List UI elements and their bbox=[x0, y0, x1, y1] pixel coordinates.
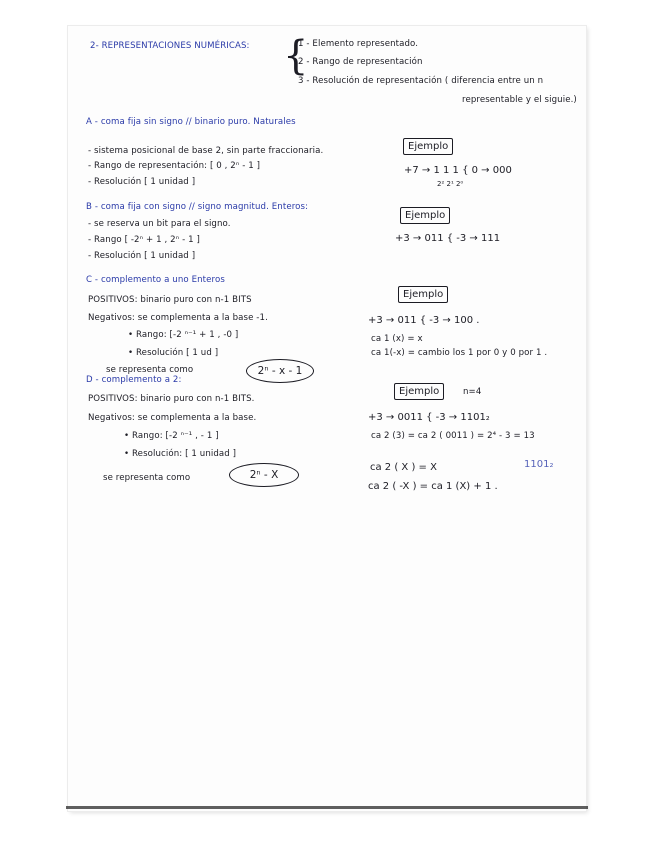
section-b-bullet-2: - Rango [ -2ⁿ + 1 , 2ⁿ - 1 ] bbox=[88, 235, 200, 245]
section-d-resolucion: • Resolución: [ 1 unidad ] bbox=[124, 449, 237, 459]
page-edge bbox=[66, 806, 588, 809]
section-d-example-2b: 1101₂ bbox=[524, 459, 554, 470]
section-c-formula-oval bbox=[246, 359, 314, 383]
section-c-example-3: ca 1(-x) = cambio los 1 por 0 y 0 por 1 . bbox=[371, 348, 548, 358]
section-d-represent: se representa como bbox=[103, 473, 191, 483]
section-c-title: C - complemento a uno Enteros bbox=[86, 275, 225, 285]
section-b-bullet-1: - se reserva un bit para el signo. bbox=[88, 219, 231, 229]
section-a-example-line: +7 → 1 1 1 { 0 → 000 bbox=[404, 165, 512, 176]
section-d-example-4: ca 2 ( -X ) = ca 1 (X) + 1 . bbox=[368, 481, 498, 492]
section-d-example-3: ca 2 ( X ) = X bbox=[370, 462, 437, 473]
section-b-example-line: +3 → 011 { -3 → 111 bbox=[395, 233, 501, 244]
section-c-example-line: +3 → 011 { -3 → 100 . bbox=[368, 315, 480, 326]
section-a-bullet-1: - sistema posicional de base 2, sin parte fraccionaria. bbox=[88, 146, 324, 156]
section-b-example-label: Ejemplo bbox=[400, 207, 450, 224]
section-d-example-2: ca 2 (3) = ca 2 ( 0011 ) = 2⁴ - 3 = 13 bbox=[371, 431, 535, 441]
heading-brace: { bbox=[283, 33, 309, 79]
section-c-resolucion: • Resolución [ 1 ud ] bbox=[128, 348, 219, 358]
section-c-represent: se representa como bbox=[106, 365, 194, 375]
heading-item-3b: representable y el siguie.) bbox=[462, 95, 577, 105]
heading-item-1: 1 - Elemento representado. bbox=[298, 39, 419, 49]
section-a-bullet-3: - Resolución [ 1 unidad ] bbox=[88, 177, 196, 187]
section-d-negativos: Negativos: se complementa a la base. bbox=[88, 413, 257, 423]
section-c-rango: • Rango: [-2 ⁿ⁻¹ + 1 , -0 ] bbox=[128, 330, 239, 340]
section-d-title: D - complemento a 2: bbox=[86, 375, 182, 385]
section-c-positivos: POSITIVOS: binario puro con n-1 BITS bbox=[88, 295, 252, 305]
section-a-example-powers: 2² 2¹ 2⁰ bbox=[437, 180, 464, 188]
section-a-example-label: Ejemplo bbox=[403, 138, 453, 155]
section-a-bullet-2: - Rango de representación: [ 0 , 2ⁿ - 1 ] bbox=[88, 161, 261, 171]
section-d-example-n: n=4 bbox=[463, 387, 482, 397]
section-b-title: B - coma fija con signo // signo magnitud. Enteros: bbox=[86, 202, 309, 212]
section-c-example-2: ca 1 (x) = x bbox=[371, 334, 423, 344]
section-d-formula: 2ⁿ - X bbox=[249, 469, 279, 481]
section-heading: 2- REPRESENTACIONES NUMÉRICAS: bbox=[90, 41, 250, 51]
section-d-example-label: Ejemplo bbox=[394, 383, 444, 400]
section-d-example-line: +3 → 0011 { -3 → 1101₂ bbox=[368, 412, 490, 423]
heading-item-2: 2 - Rango de representación bbox=[298, 57, 423, 67]
heading-item-3: 3 - Resolución de representación ( diferencia entre un n bbox=[298, 76, 544, 86]
section-d-formula-oval bbox=[229, 463, 299, 487]
section-b-bullet-3: - Resolución [ 1 unidad ] bbox=[88, 251, 196, 261]
section-d-positivos: POSITIVOS: binario puro con n-1 BITS. bbox=[88, 394, 255, 404]
section-d-rango: • Rango: [-2 ⁿ⁻¹ , - 1 ] bbox=[124, 431, 219, 441]
section-c-negativos: Negativos: se complementa a la base -1. bbox=[88, 313, 268, 323]
section-a-title: A - coma fija sin signo // binario puro. Naturales bbox=[86, 117, 296, 127]
section-c-example-label: Ejemplo bbox=[398, 286, 448, 303]
section-c-formula: 2ⁿ - x - 1 bbox=[257, 365, 303, 377]
